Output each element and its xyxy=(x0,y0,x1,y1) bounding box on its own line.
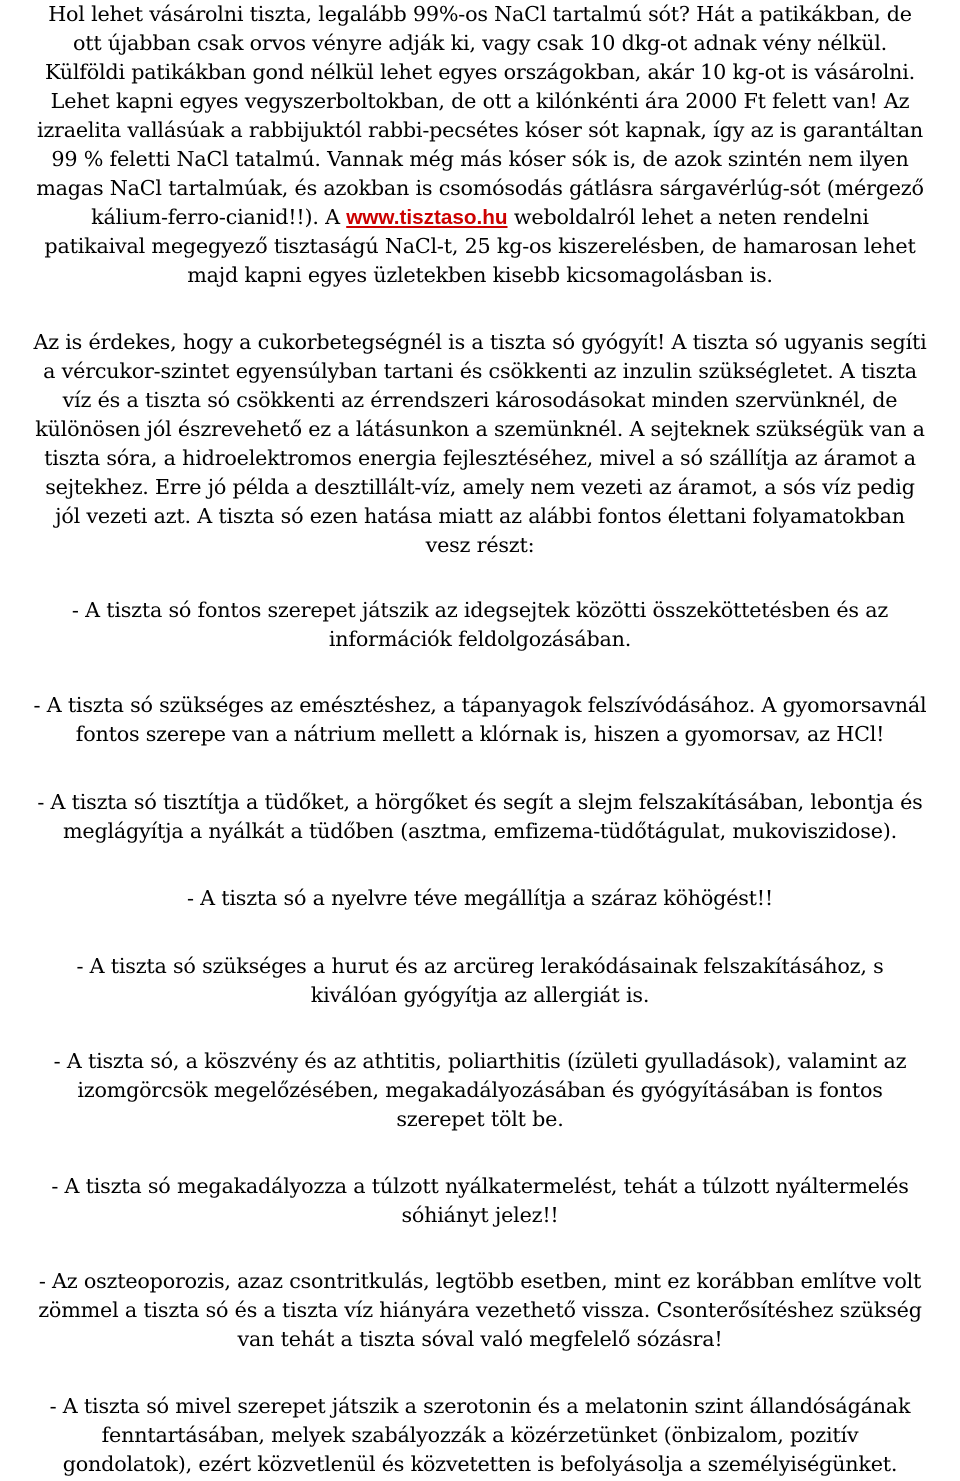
text-line-with-link xyxy=(0,203,960,232)
text-line: magas NaCl tartalmúak, és azokban is csomósodás gátlásra sárgavérlúg-sót (mérgező xyxy=(36,176,924,200)
text-line: Külföldi patikákban gond nélkül lehet egyes országokban, akár 10 kg-ot is vásárolni. xyxy=(44,60,916,84)
text-line: ott újabban csak orvos vényre adják ki, vagy csak 10 dkg-ot adnak vény nélkül. xyxy=(72,31,888,55)
text-line: a vércukor-szintet egyensúlyban tartani és csökkenti az inzulin szükségletet. A tiszta xyxy=(43,359,917,383)
list-item xyxy=(0,1047,960,1134)
text-line: patikaival megegyező tisztaságú NaCl-t, 25 kg-os kiszerelésben, de hamarosan lehet xyxy=(44,234,916,258)
text-line: sejtekhez. Erre jó példa a desztillált-víz, amely nem vezeti az áramot, a sós víz pedig xyxy=(45,475,915,499)
text-line: 99 % feletti NaCl tatalmú. Vannak még más kóser sók is, de azok szintén nem ilyen xyxy=(51,147,909,171)
text-line: Az is érdekes, hogy a cukorbetegségnél is a tiszta só gyógyít! A tiszta só ugyanis segíti xyxy=(33,330,927,354)
text-line: - A tiszta só megakadályozza a túlzott nyálkatermelést, tehát a túlzott nyáltermelés xyxy=(51,1174,909,1198)
text-line: majd kapni egyes üzletekben kisebb kicsomagolásban is. xyxy=(187,263,773,287)
text-line: szerepet tölt be. xyxy=(396,1107,564,1131)
text-line: - A tiszta só mivel szerepet játszik a szerotonin és a melatonin szint állandóságának xyxy=(49,1394,911,1418)
text-fragment: kálium-ferro-cianid!!). A xyxy=(91,205,347,229)
text-line: gondolatok), ezért közvetlenül és közvetetten is befolyásolja a személyiségünket. xyxy=(62,1452,898,1476)
text-line: van tehát a tiszta sóval való megfelelő sózásra! xyxy=(237,1327,723,1351)
text-line: - A tiszta só szükséges a hurut és az arcüreg lerakódásainak felszakításához, s xyxy=(76,954,884,978)
text-line: sóhiányt jelez!! xyxy=(401,1203,559,1227)
tisztaso-link[interactable]: www.tisztaso.hu xyxy=(346,206,508,229)
text-line: - Az oszteoporozis, azaz csontritkulás, legtöbb esetben, mint ez korábban említve volt xyxy=(38,1269,922,1293)
list-item xyxy=(0,1172,960,1230)
text-line: - A tiszta só fontos szerepet játszik az idegsejtek közötti összeköttetésben és az xyxy=(71,598,889,622)
text-line: zömmel a tiszta só és a tiszta víz hiányára vezethető vissza. Csonterősítéshez szükség xyxy=(38,1298,922,1322)
text-line: izomgörcsök megelőzésében, megakadályozásában és gyógyításában is fontos xyxy=(77,1078,883,1102)
list-item xyxy=(0,884,960,913)
text-fragment: weboldalról lehet a neten rendelni xyxy=(507,205,869,229)
text-line: tiszta sóra, a hidroelektromos energia fejlesztéséhez, mivel a só szállítja az áramot a xyxy=(44,446,916,470)
text-line: - A tiszta só a nyelvre téve megállítja a száraz köhögést!! xyxy=(186,886,774,910)
text-line: fontos szerepe van a nátrium mellett a klórnak is, hiszen a gyomorsav, az HCl! xyxy=(75,722,885,746)
diabetes-paragraph xyxy=(0,328,960,560)
text-line: víz és a tiszta só csökkenti az érrendszeri károsodásokat minden szervünknél, de xyxy=(62,388,898,412)
list-item xyxy=(0,788,960,846)
intro-paragraph xyxy=(0,0,960,290)
text-line: meglágyítja a nyálkát a tüdőben (asztma, emfizema-tüdőtágulat, mukoviszidose). xyxy=(63,819,897,843)
text-line: információk feldolgozásában. xyxy=(328,627,632,651)
text-line: vesz részt: xyxy=(425,533,535,557)
list-item xyxy=(0,952,960,1010)
list-item xyxy=(0,1267,960,1354)
text-line: különösen jól észrevehető ez a látásunkon a szemünknél. A sejteknek szükségük van a xyxy=(35,417,925,441)
list-item xyxy=(0,691,960,749)
text-line: Hol lehet vásárolni tiszta, legalább 99%-os NaCl tartalmú sót? Hát a patikákban, de xyxy=(48,2,912,26)
text-line: jól vezeti azt. A tiszta só ezen hatása miatt az alábbi fontos élettani folyamatokban xyxy=(55,504,905,528)
text-line: - A tiszta só, a köszvény és az athtitis, poliarthitis (ízületi gyulladások), valamint az xyxy=(53,1049,907,1073)
text-line: kiválóan gyógyítja az allergiát is. xyxy=(310,983,650,1007)
text-line: fenntartásában, melyek szabályozzák a közérzetünket (önbizalom, pozitív xyxy=(101,1423,859,1447)
list-item xyxy=(0,596,960,654)
text-line: - A tiszta só tisztítja a tüdőket, a hörgőket és segít a slejm felszakításában, lebontja és xyxy=(37,790,923,814)
text-line: - A tiszta só szükséges az emésztéshez, a tápanyagok felszívódásához. A gyomorsavnál xyxy=(33,693,927,717)
text-line: Lehet kapni egyes vegyszerboltokban, de ott a kilónkénti ára 2000 Ft felett van! Az xyxy=(50,89,910,113)
text-line: izraelita vallásúak a rabbijuktól rabbi-pecsétes kóser sót kapnak, így az is garantáltan xyxy=(36,118,924,142)
list-item xyxy=(0,1392,960,1479)
